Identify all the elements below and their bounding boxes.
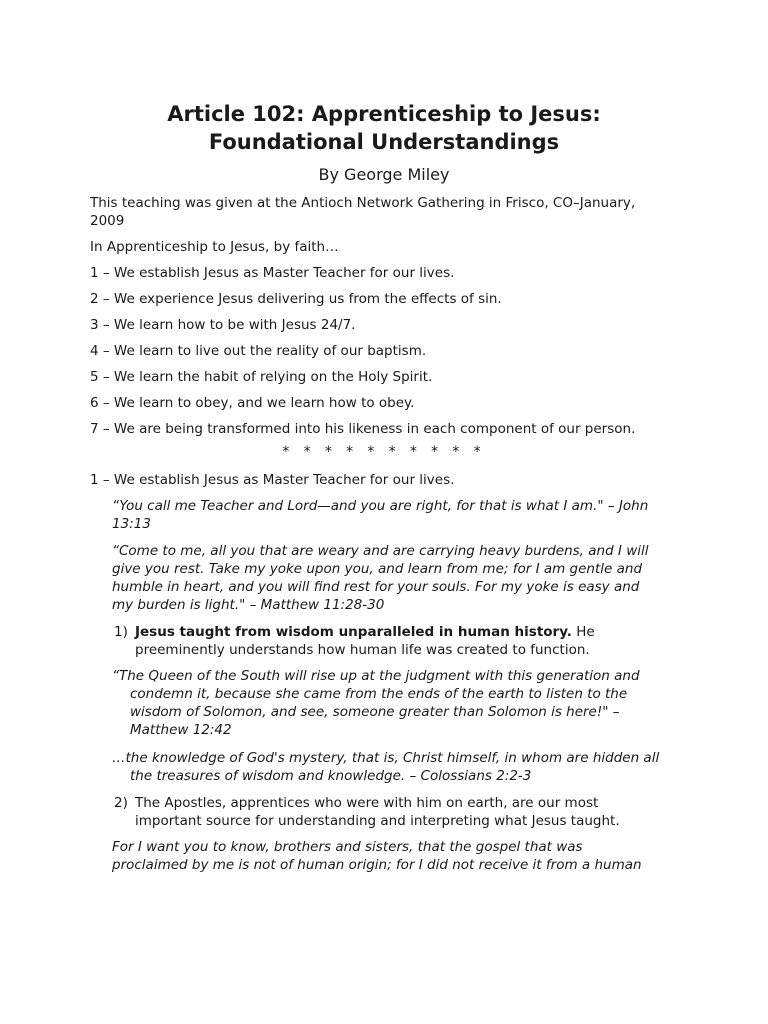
section-heading: 1 – We establish Jesus as Master Teacher for our lives. [90,472,455,488]
quote-line: wisdom of Solomon, and see, someone greater than Solomon is here!" – [130,704,620,720]
point-2-line-2: important source for understanding and interpreting what Jesus taught. [135,813,620,829]
point-1-bold: Jesus taught from wisdom unparalleled in human history. [135,624,572,640]
list-item: 7 – We are being transformed into his likeness in each component of our person. [90,421,636,437]
quote-line: give you rest. Take my yoke upon you, and learn from me; for I am gentle and [112,561,643,577]
list-item: 2 – We experience Jesus delivering us from the effects of sin. [90,291,502,307]
point-number: 2) [114,795,128,811]
quote-line: “The Queen of the South will rise up at the judgment with this generation and [112,668,640,684]
quote-line: “You call me Teacher and Lord—and you are right, for that is what I am." – John [112,498,649,514]
quote-line: the treasures of wisdom and knowledge. – Colossians 2:2-3 [130,768,532,784]
list-item: 3 – We learn how to be with Jesus 24/7. [90,317,356,333]
lead-text: In Apprenticeship to Jesus, by faith… [90,239,339,255]
list-item: 4 – We learn to live out the reality of our baptism. [90,343,427,359]
quote-line: 13:13 [112,516,151,532]
quote-line: humble in heart, and you will find rest for your souls. For my yoke is easy and [112,579,640,595]
intro-line-2: 2009 [90,213,125,229]
quote-line: …the knowledge of God's mystery, that is, Christ himself, in whom are hidden all [112,750,660,766]
list-item: 5 – We learn the habit of relying on the Holy Spirit. [90,369,433,385]
point-2-line-1: The Apostles, apprentices who were with him on earth, are our most [135,795,599,811]
quote-line: my burden is light." – Matthew 11:28-30 [112,597,385,613]
point-1-line-1 [135,623,595,641]
title-line-1: Article 102: Apprenticeship to Jesus: [167,102,601,126]
list-item: 1 – We establish Jesus as Master Teacher for our lives. [90,265,455,281]
quote-line: condemn it, because she came from the ends of the earth to listen to the [130,686,628,702]
byline: By George Miley [318,165,450,184]
quote-line: proclaimed by me is not of human origin; for I did not receive it from a human [112,857,642,873]
title-line-2: Foundational Understandings [208,130,560,154]
quote-line: Matthew 12:42 [130,722,232,738]
intro-line-1: This teaching was given at the Antioch Network Gathering in Frisco, CO–January, [90,195,636,211]
quote-line: “Come to me, all you that are weary and are carrying heavy burdens, and I will [112,543,649,559]
point-1-rest: He [571,624,595,640]
point-1-line-2: preeminently understands how human life was created to function. [135,642,590,658]
separator: * * * * * * * * * * [282,444,486,460]
quote-line: For I want you to know, brothers and sisters, that the gospel that was [112,839,583,855]
list-item: 6 – We learn to obey, and we learn how to obey. [90,395,415,411]
point-number: 1) [114,624,128,640]
